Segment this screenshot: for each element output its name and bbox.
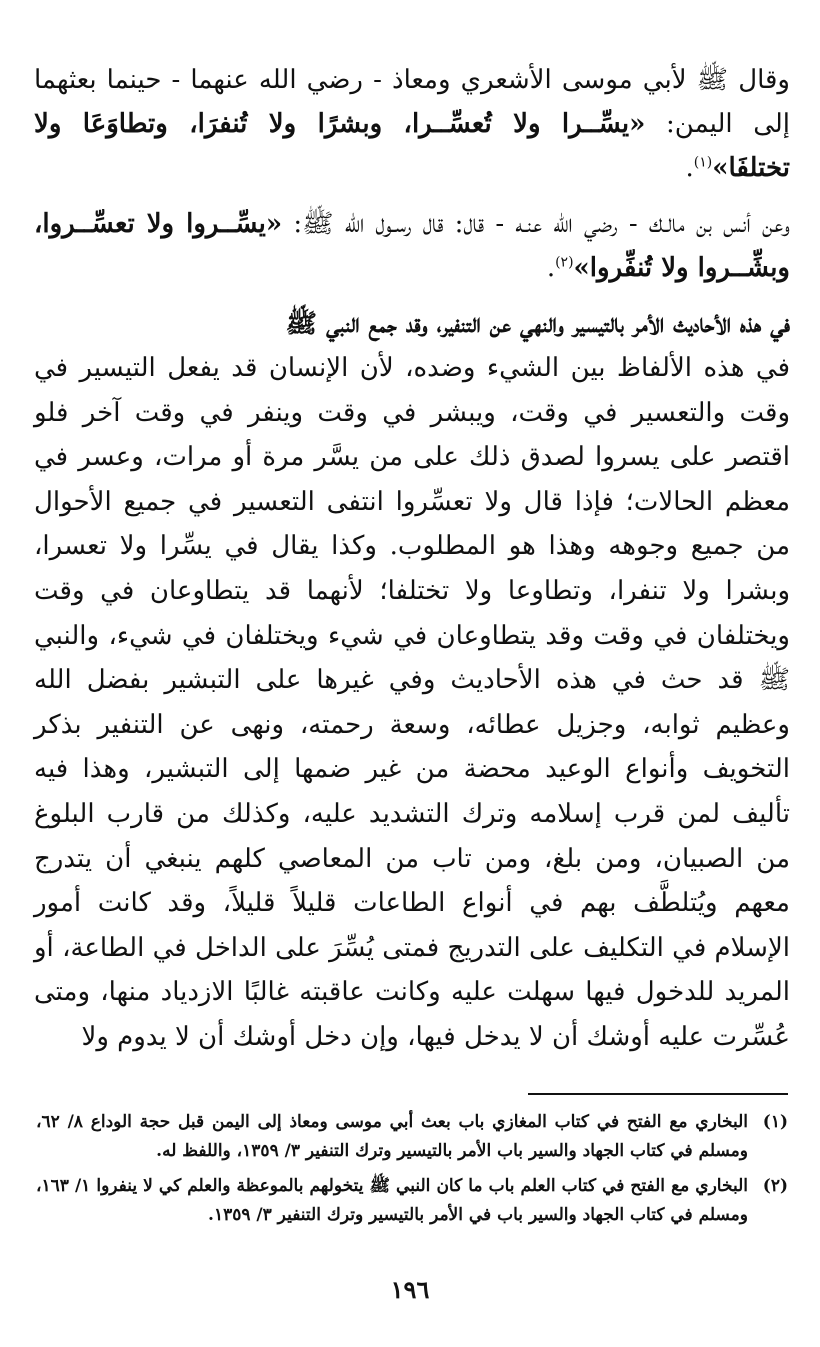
- footnotes: [36, 1108, 788, 1236]
- hadith-paragraph-2: وعن أنس بن مالـك - رضي الله عنـه - قال: قال رسـول الله ﷺ: «يسِّــروا ولا تعسِّــروا، وبشِّــروا ولا تُنفِّروا»$^{(٢)}$.: [34, 209, 790, 283]
- footnote-1: [36, 1108, 788, 1166]
- hadith-2-quote: «يسِّــروا ولا تعسِّــروا، وبشِّــروا ولا تُنفِّروا»: [34, 209, 790, 283]
- hadith-2-intro: وعن أنس بن مالـك - رضي الله عنـه - قال: قال رسـول الله ﷺ:: [293, 209, 790, 239]
- commentary-lead-text: في هذه الأحاديث الأمر بالتيسير والنهي عن التنفير، وقد جمع النبي ﷺ: [285, 309, 790, 339]
- footnote-divider: [528, 1093, 788, 1095]
- commentary-lead: [34, 302, 790, 346]
- footnote-1-number: (١): [762, 1112, 788, 1132]
- footnote-ref-2: (٢): [555, 254, 574, 271]
- page-number: ١٩٦: [390, 1275, 430, 1304]
- footnote-2-number: (٢): [762, 1176, 788, 1196]
- hadith-1-quote: «يسِّــرا ولا تُعسِّــرا، وبشرًا ولا تُنفرَا، وتطاوَعَا ولا تختلفَا»: [34, 109, 790, 183]
- footnote-2-text: البخاري مع الفتح في كتاب العلم باب ما كان النبي ﷺ يتخولهم بالموعظة والعلم كي لا ينفروا ١/ ١٦٣، ومسلم في كتاب الجهاد والسير باب في الأمر بالتيسير وترك التنفير ٣/ ١٣٥٩.: [36, 1176, 748, 1225]
- hadith-paragraph-1: وقال ﷺ لأبي موسى الأشعري ومعاذ - رضي الله عنهما - حينما بعثهما إلى اليمن: «يسِّــرا ولا تُعسِّــرا، وبشرًا ولا تُنفرَا، وتطاوَعَا ولا تختلفَا»$^{(١)}$.: [34, 65, 791, 183]
- footnote-ref-1: (١): [693, 154, 713, 171]
- hadith-1-intro: وقال ﷺ لأبي موسى الأشعري ومعاذ - رضي الله عنهما - حينما بعثهما إلى اليمن:: [34, 65, 791, 139]
- footnote-1-text: البخاري مع الفتح في كتاب المغازي باب بعث أبي موسى ومعاذ إلى اليمن قبل حجة الوداع ٨/ ٦٢، ومسلم في كتاب الجهاد والسير باب الأمر بالتيسير وترك التنفير ٣/ ١٣٥٩، واللفظ له.: [36, 1112, 748, 1161]
- footnote-2: [36, 1172, 788, 1230]
- commentary-body: في هذه الألفاظ بين الشيء وضده، لأن الإنسان قد يفعل التيسير في وقت والتعسير في وقت، ويبشر في وقت وينفر في وقت آخر فلو اقتصر على يسروا لصدق ذلك على من يسَّر مرة أو مرات، وعسر في معظم الحالات؛ فإذا قال ولا تعسِّروا انتفى التعسير في جميع الأحوال من جميع وجوهه وهذا هو المطلوب. وكذا يقال في يسِّرا ولا تعسرا، وبشرا ولا تنفرا، وتطاوعا ولا تختلفا؛ لأنهما قد يتطاوعان في وقت ويختلفان في وقت وقد يتطاوعان في شيء ويختلفان في شيء، والنبي ﷺ قد حث في هذه الأحاديث وفي غيرها على التبشير بفضل الله وعظيم ثوابه، وجزيل عطائه، وسعة رحمته، ونهى عن التنفير بذكر التخويف وأنواع الوعيد محضة من غير ضمها إلى التبشير، وهذا فيه تأليف لمن قرب إسلامه وترك التشديد عليه، وكذلك من قارب البلوغ من الصبيان، ومن بلغ، ومن تاب من المعاصي كلهم ينبغي أن يتدرج معهم ويُتلطَّف بهم في أنواع الطاعات قليلاً قليلاً، وقد كانت أمور الإسلام في التكليف على التدريج فمتى يُسِّرَ على الداخل في الطاعة، أو المريد للدخول فيها سهلت عليه وكانت عاقبته غالبًا الازدياد منها، ومتى عُسِّرت عليه أوشك أن لا يدخل فيها، وإن دخل أوشك أن لا يدوم ولا: [34, 353, 790, 1052]
